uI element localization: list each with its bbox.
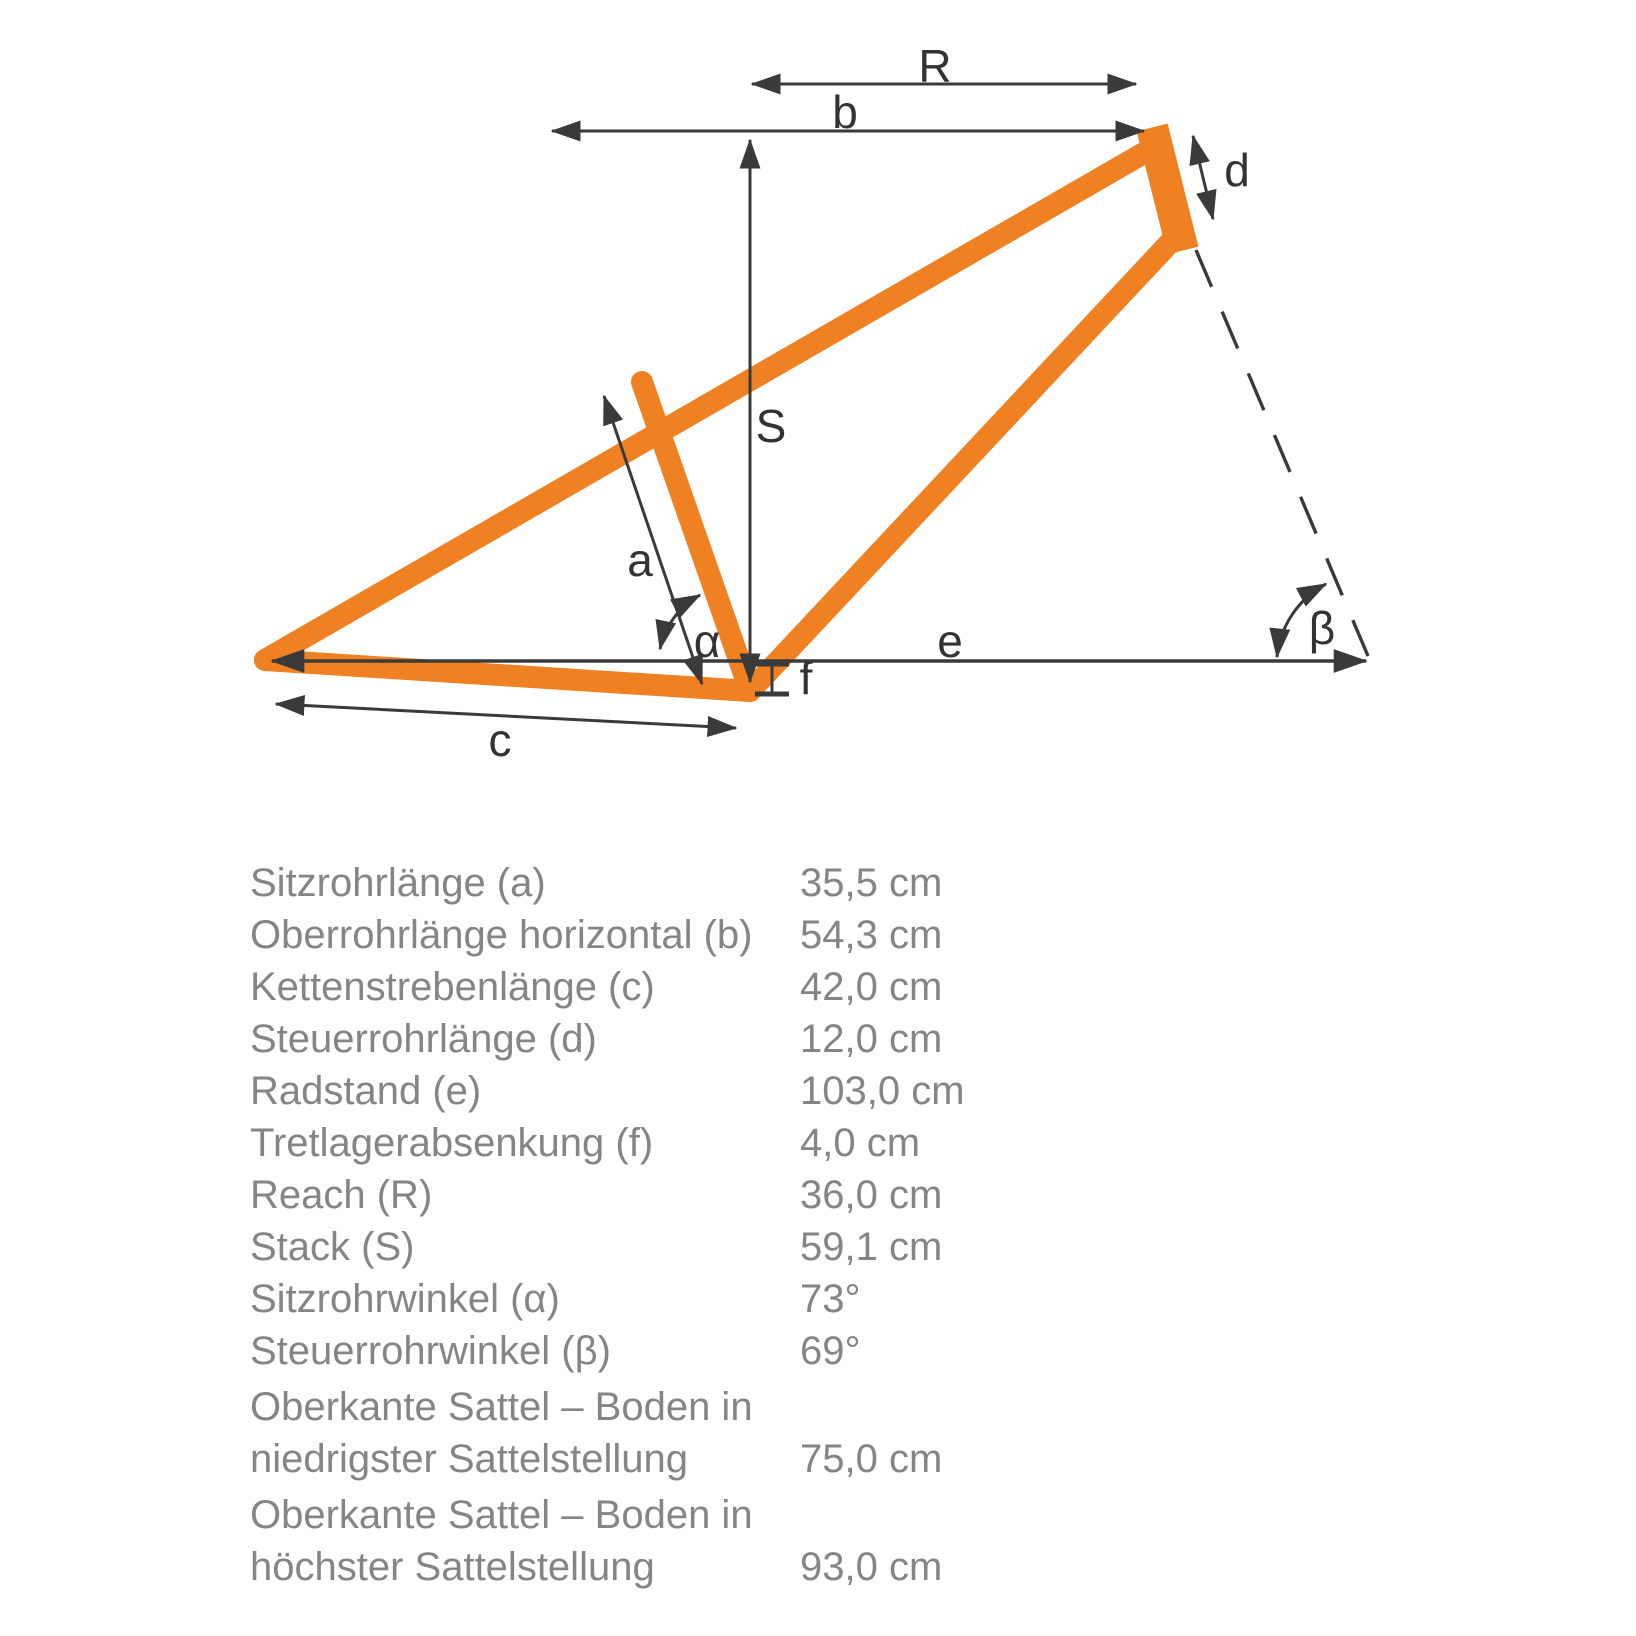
row-label	[250, 1381, 800, 1485]
frame-headtube	[1156, 143, 1179, 235]
table-row	[250, 1489, 1300, 1593]
table-row	[250, 1169, 1300, 1221]
table-row	[250, 1013, 1300, 1065]
table-row	[250, 1065, 1300, 1117]
label-bb-drop: f	[799, 652, 813, 704]
table-row	[250, 1117, 1300, 1169]
label-head-tube: d	[1224, 144, 1250, 196]
table-row	[250, 1381, 1300, 1485]
row-value: 93,0 cm	[800, 1545, 943, 1589]
row-label: Reach (R)	[250, 1173, 433, 1217]
frame-chainstay	[265, 660, 750, 691]
table-row	[250, 961, 1300, 1013]
label-chainstay: c	[488, 714, 512, 766]
row-label: Radstand (e)	[250, 1069, 482, 1113]
label-wheelbase: e	[937, 615, 963, 667]
row-value: 4,0 cm	[800, 1121, 921, 1165]
row-value: 59,1 cm	[800, 1225, 943, 1269]
frame-geometry-diagram	[0, 0, 1636, 810]
row-label-line: höchster Sattelstellung	[250, 1545, 655, 1589]
table-row	[250, 1221, 1300, 1273]
dimension-labels	[489, 40, 1336, 766]
table-row	[250, 1325, 1300, 1377]
row-value: 54,3 cm	[800, 913, 943, 957]
row-label: Oberrohrlänge horizontal (b)	[250, 913, 753, 957]
row-label: Stack (S)	[250, 1225, 415, 1269]
dimension-line-head-tube	[1193, 136, 1213, 219]
table-row	[250, 909, 1300, 961]
bike-frame	[265, 143, 1179, 691]
label-seat-tube: a	[627, 534, 653, 586]
steering-axis-dashed-line	[1196, 250, 1368, 656]
row-value: 75,0 cm	[800, 1437, 943, 1481]
row-value: 36,0 cm	[800, 1173, 943, 1217]
row-value: 73°	[800, 1277, 861, 1321]
row-value: 42,0 cm	[800, 965, 943, 1009]
frame-downtube	[750, 234, 1178, 691]
row-label	[250, 1489, 800, 1593]
table-row	[250, 857, 1300, 909]
row-value: 35,5 cm	[800, 861, 943, 905]
row-value: 103,0 cm	[800, 1069, 965, 1113]
row-value: 12,0 cm	[800, 1017, 943, 1061]
label-reach: R	[918, 40, 952, 92]
row-label-line: Oberkante Sattel – Boden in	[250, 1493, 753, 1537]
row-label: Tretlagerabsenkung (f)	[250, 1121, 654, 1165]
label-seat-angle: α	[693, 615, 721, 667]
geometry-table	[250, 857, 1300, 1593]
row-label: Steuerrohrwinkel (β)	[250, 1329, 611, 1373]
row-label: Kettenstrebenlänge (c)	[250, 965, 655, 1009]
row-label: Steuerrohrlänge (d)	[250, 1017, 597, 1061]
row-label: Sitzrohrwinkel (α)	[250, 1277, 560, 1321]
row-value: 69°	[800, 1329, 861, 1373]
label-top-tube: b	[832, 86, 858, 138]
row-label: Sitzrohrlänge (a)	[250, 861, 546, 905]
label-stack: S	[755, 400, 787, 452]
row-label-line: niedrigster Sattelstellung	[250, 1437, 689, 1481]
row-label-line: Oberkante Sattel – Boden in	[250, 1385, 753, 1429]
label-head-angle: β	[1308, 602, 1336, 654]
table-row	[250, 1273, 1300, 1325]
